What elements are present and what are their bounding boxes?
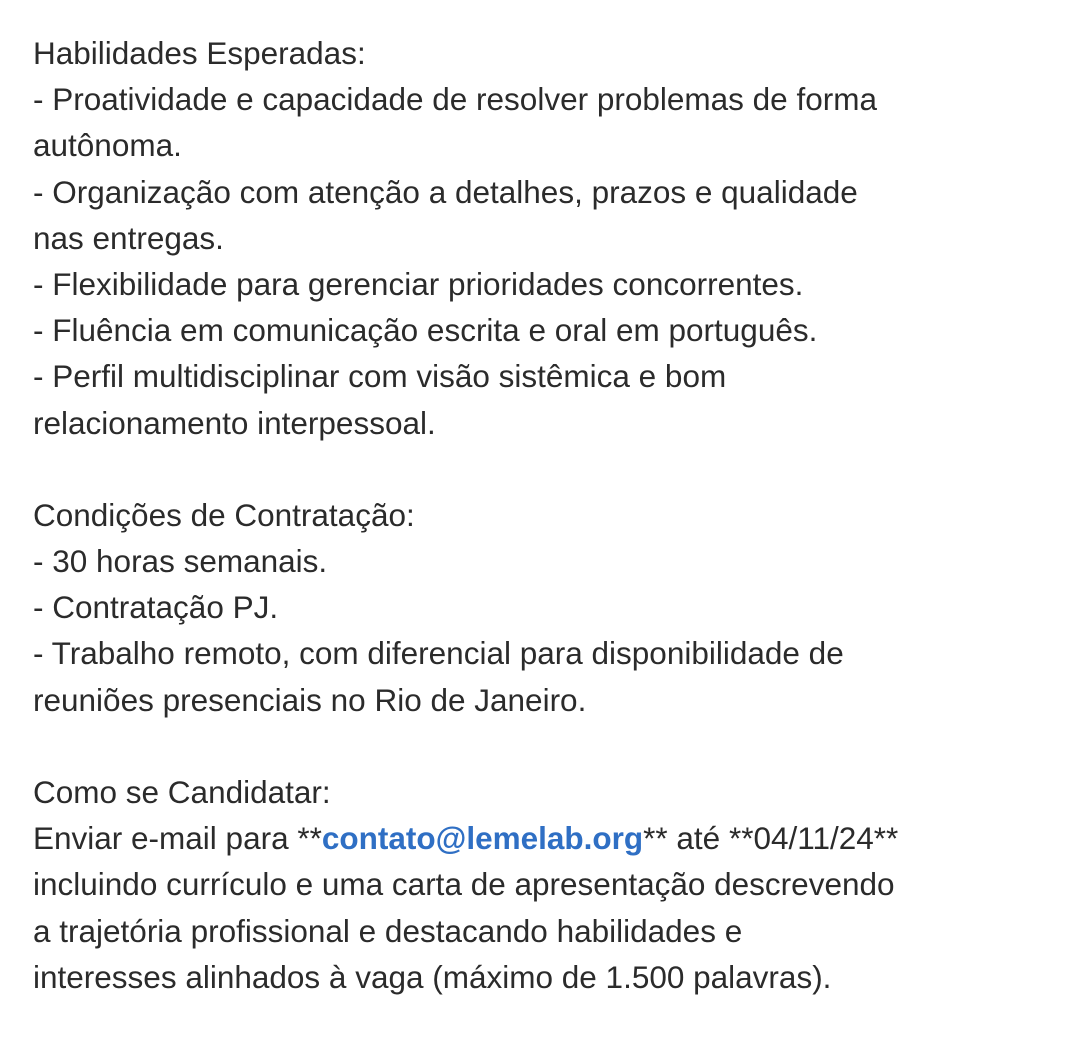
skill-line: autônoma. — [33, 127, 182, 164]
skill-line: - Proatividade e capacidade de resolver problemas de forma — [33, 81, 877, 118]
condition-line: - Trabalho remoto, com diferencial para disponibilidade de — [33, 635, 844, 672]
apply-line: incluindo currículo e uma carta de apresentação descrevendo — [33, 866, 895, 903]
apply-prefix: Enviar e-mail para ** — [33, 820, 322, 857]
skill-line: - Fluência em comunicação escrita e oral em português. — [33, 312, 818, 349]
section-heading-conditions: Condições de Contratação: — [33, 496, 415, 533]
condition-line: reuniões presenciais no Rio de Janeiro. — [33, 681, 587, 718]
message-body — [33, 30, 1073, 1000]
email-link[interactable]: contato@lemelab.org — [321, 820, 644, 857]
skill-line: - Perfil multidisciplinar com visão sistêmica e bom — [33, 358, 727, 395]
section-heading-skills: Habilidades Esperadas: — [33, 35, 366, 71]
skill-line: - Organização com atenção a detalhes, prazos e qualidade — [33, 173, 858, 210]
skill-line: - Flexibilidade para gerenciar prioridades concorrentes. — [33, 265, 804, 302]
paragraph-spacer — [33, 446, 1073, 492]
apply-line: interesses alinhados à vaga (máximo de 1.500 palavras). — [33, 958, 832, 995]
section-heading-apply: Como se Candidatar: — [33, 774, 331, 810]
condition-line: - 30 horas semanais. — [33, 543, 328, 580]
apply-line-email — [33, 815, 1073, 861]
skill-line: nas entregas. — [33, 219, 224, 256]
apply-suffix: ** até **04/11/24** — [643, 820, 899, 857]
condition-line: - Contratação PJ. — [33, 589, 279, 626]
apply-line: a trajetória profissional e destacando habilidades e — [33, 912, 743, 949]
paragraph-spacer — [33, 723, 1073, 769]
skill-line: relacionamento interpessoal. — [33, 404, 436, 441]
